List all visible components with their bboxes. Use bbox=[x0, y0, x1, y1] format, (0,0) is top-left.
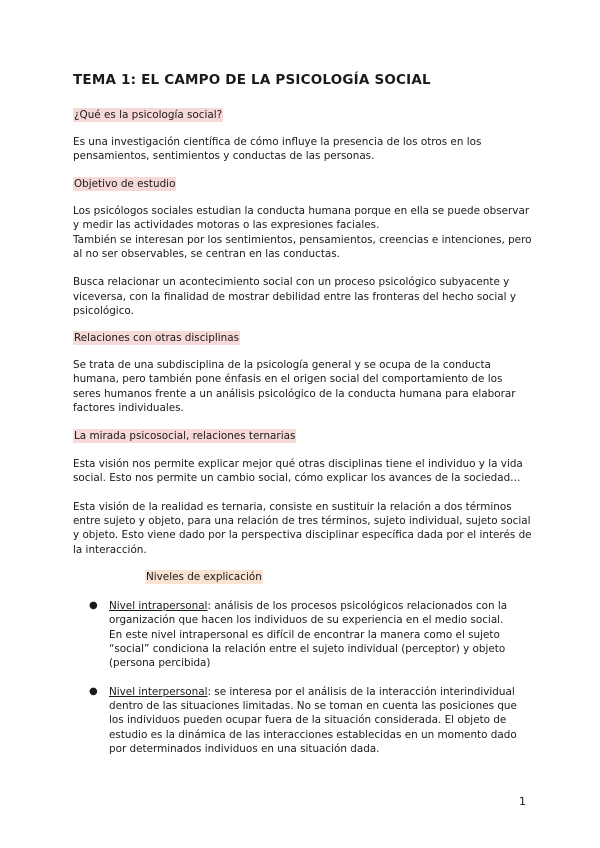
levels-list bbox=[87, 599, 527, 771]
section-body-que-es bbox=[73, 135, 533, 164]
paragraph: También se interesan por los sentimientos, pensamientos, creencias e intenciones, pero al no ser observables, se centran en las conductas. bbox=[73, 233, 532, 260]
level-term: Nivel intrapersonal bbox=[109, 600, 208, 612]
section-body-relaciones bbox=[73, 358, 533, 415]
document-title: TEMA 1: EL CAMPO DE LA PSICOLOGÍA SOCIAL bbox=[73, 72, 431, 88]
section-body-mirada bbox=[73, 457, 533, 557]
section-heading-objetivo: Objetivo de estudio bbox=[74, 178, 176, 190]
list-item bbox=[87, 599, 527, 670]
level-term: Nivel interpersonal bbox=[109, 685, 208, 698]
paragraph: Los psicólogos sociales estudian la conducta humana porque en ella se puede observar y medir las actividades motoras o las expresiones faciales. bbox=[73, 205, 530, 232]
term-separator: : bbox=[207, 600, 215, 612]
paragraph: Esta visión de la realidad es ternaria, consiste en sustituir la relación a dos términos entre sujeto y objeto, para una relación de tres términos, sujeto individual, sujeto social y objeto. Esto viene dado por la perspectiva disciplinar específica dada por el interés de la interacción. bbox=[73, 500, 532, 556]
bullet-icon: ● bbox=[89, 600, 98, 611]
list-item bbox=[87, 685, 527, 756]
paragraph: Se trata de una subdisciplina de la psicología general y se ocupa de la conducta humana, pero también pone énfasis en el origen social del comportamiento de los seres humanos frente a un análisis psicológico de la conducta humana para elaborar factores individuales. bbox=[73, 359, 516, 414]
paragraph: Esta visión nos permite explicar mejor qué otras disciplinas tiene el individuo y la vida social. Esto nos permite un cambio social, cómo explicar los avances de la sociedad… bbox=[73, 458, 523, 485]
section-heading-que-es: ¿Qué es la psicología social? bbox=[74, 109, 223, 121]
section-body-objetivo bbox=[73, 204, 533, 318]
levels-heading: Niveles de explicación bbox=[146, 571, 262, 583]
bullet-icon: ● bbox=[89, 685, 98, 697]
section-heading-mirada: La mirada psicosocial, relaciones ternarias bbox=[74, 430, 296, 442]
level-description: análisis de los procesos psicológicos relacionados con la organización que hacen los individuos de su experiencia en el medio social. bbox=[109, 600, 508, 627]
section-heading-relaciones: Relaciones con otras disciplinas bbox=[74, 332, 240, 344]
level-extra: En este nivel intrapersonal es difícil de encontrar la manera como el sujeto “social” condiciona la relación entre el sujeto individual (perceptor) y objeto (persona percibida) bbox=[109, 628, 506, 670]
page-number: 1 bbox=[519, 795, 526, 808]
level-description: se interesa por el análisis de la interacción interindividual dentro de las situaciones limitadas. No se toman en cuenta las posiciones que los individuos pueden ocupar fuera de la situación considerada. El objeto de estudio es la dinámica de las interacciones establecidas en un momento dado por determinados individuos en una situación dada. bbox=[109, 685, 517, 755]
paragraph: Busca relacionar un acontecimiento social con un proceso psicológico subyacente y viceversa, con la finalidad de mostrar debilidad entre las fronteras del hecho social y psicológico. bbox=[73, 276, 516, 318]
paragraph: Es una investigación científica de cómo influye la presencia de los otros en los pensamientos, sentimientos y conductas de las personas. bbox=[73, 136, 482, 163]
term-separator: : bbox=[207, 685, 215, 698]
